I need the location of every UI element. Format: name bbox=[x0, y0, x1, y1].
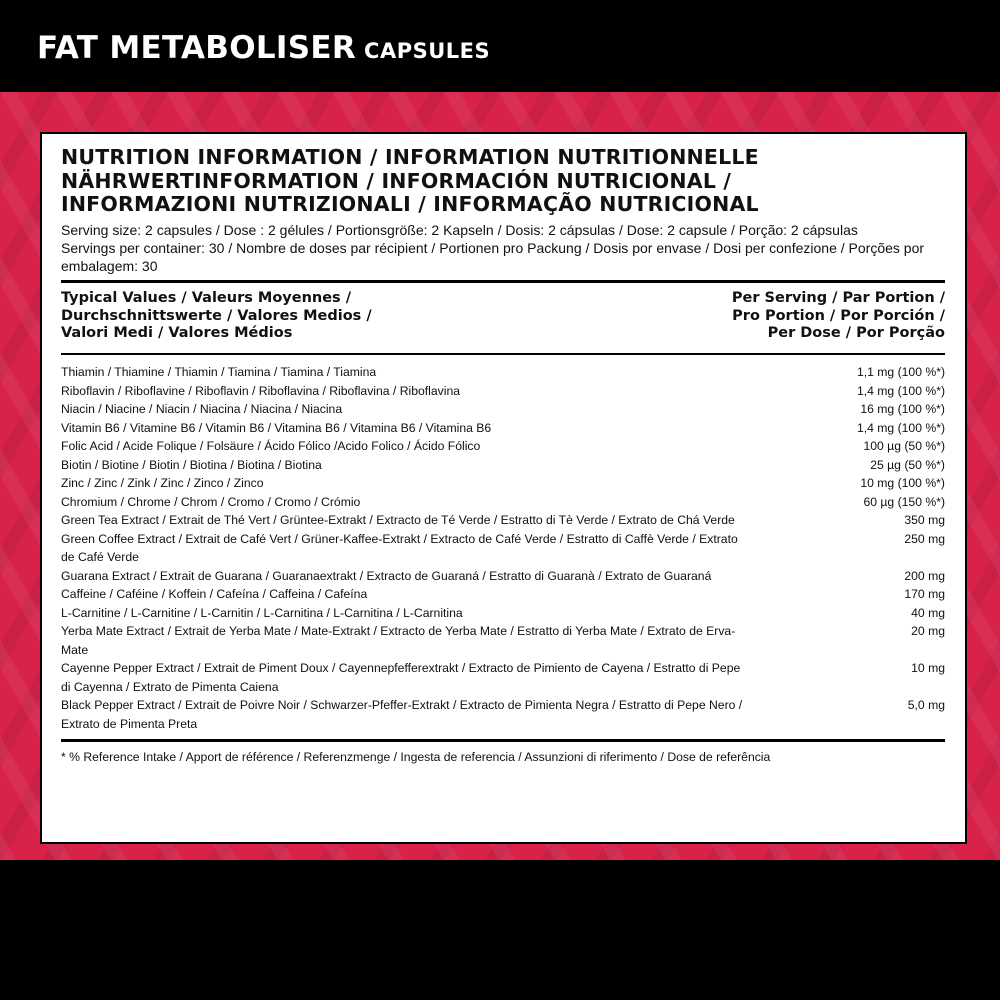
nutrient-name: Green Coffee Extract / Extrait de Café Vert / Grüner-Kaffee-Extrakt / Extracto de Café Verde / Estratto di Caffè Verde / Extrato de Café Verde bbox=[61, 531, 738, 565]
product-name: FAT METABOLISER bbox=[37, 30, 357, 66]
table-row bbox=[61, 456, 945, 475]
table-row bbox=[61, 622, 945, 659]
nutrient-name: Niacin / Niacine / Niacin / Niacina / Niacina / Niacina bbox=[61, 402, 343, 417]
nutrient-name: L-Carnitine / L-Carnitine / L-Carnitin / L-Carnitina / L-Carnitina / L-Carnitina bbox=[61, 605, 463, 620]
table-row bbox=[61, 659, 945, 696]
table-row bbox=[61, 511, 945, 530]
nutrient-name: Black Pepper Extract / Extrait de Poivre Noir / Schwarzer-Pfeffer-Extrakt / Extracto de Pimienta Negra / Estratto di Pepe Nero / Extrato de Pimenta Preta bbox=[61, 698, 743, 731]
nutrient-name: Chromium / Chrome / Chrom / Cromo / Cromo / Crómio bbox=[61, 494, 361, 509]
heading-line: NÄHRWERTINFORMATION / INFORMACIÓN NUTRICIONAL / bbox=[61, 168, 732, 193]
table-row bbox=[61, 419, 945, 438]
nutrient-name: Thiamin / Thiamine / Thiamin / Tiamina / Tiamina / Tiamina bbox=[61, 365, 377, 380]
table-row bbox=[61, 585, 945, 604]
nutrient-name: Guarana Extract / Extrait de Guarana / Guaranaextrakt / Extracto de Guaraná / Estratto di Guaranà / Extrato de Guaraná bbox=[61, 568, 712, 583]
table-row bbox=[61, 474, 945, 493]
nutrition-heading bbox=[61, 146, 945, 217]
table-row bbox=[61, 493, 945, 512]
nutrient-amount: 1,4 mg (100 %*) bbox=[856, 420, 945, 435]
serving-size: Serving size: 2 capsules / Dose : 2 gélules / Portionsgröße: 2 Kapseln / Dosis: 2 cápsulas / Dose: 2 capsule / Porção: 2 cápsulas bbox=[61, 221, 858, 238]
product-title bbox=[37, 30, 490, 66]
nutrient-name: Folic Acid / Acide Folique / Folsäure / Ácido Fólico /Acido Folico / Ácido Fólico bbox=[61, 439, 481, 454]
table-row bbox=[61, 363, 945, 382]
nutrient-name: Cayenne Pepper Extract / Extrait de Piment Doux / Cayennepfefferextrakt / Extracto de Pimiento de Cayena / Estratto di Pepe di Cayenna / Extrato de Pimenta Caiena bbox=[61, 661, 741, 694]
nutrient-name: Riboflavin / Riboflavine / Riboflavin / Riboflavina / Riboflavina / Riboflavina bbox=[61, 383, 461, 398]
nutrient-amount: 250 mg bbox=[904, 531, 945, 546]
nutrient-rows bbox=[61, 355, 945, 733]
nutrient-name: Caffeine / Caféine / Koffein / Cafeína / Caffeina / Cafeína bbox=[61, 587, 368, 602]
nutrient-name: Yerba Mate Extract / Extrait de Yerba Mate / Mate-Extrakt / Extracto de Yerba Mate / Estratto di Yerba Mate / Extrato de Erva-Mate bbox=[61, 624, 736, 657]
nutrient-amount: 10 mg (100 %*) bbox=[860, 476, 945, 491]
servings-per-container: Servings per container: 30 / Nombre de doses par récipient / Portionen pro Packung / Dosis por envase / Dosi per confezione / Porções por embalagem: 30 bbox=[61, 239, 925, 275]
table-row bbox=[61, 567, 945, 586]
heading-line: INFORMAZIONI NUTRIZIONALI / INFORMAÇÃO NUTRICIONAL bbox=[61, 192, 759, 216]
divider bbox=[61, 739, 945, 742]
product-form: CAPSULES bbox=[364, 39, 491, 63]
nutrient-amount: 25 µg (50 %*) bbox=[870, 457, 945, 472]
nutrient-amount: 60 µg (150 %*) bbox=[863, 494, 945, 509]
nutrition-panel bbox=[40, 132, 967, 844]
top-banner bbox=[0, 0, 1000, 92]
table-row bbox=[61, 382, 945, 401]
table-row bbox=[61, 437, 945, 456]
nutrient-amount: 20 mg bbox=[911, 624, 945, 639]
table-row bbox=[61, 696, 945, 733]
nutrient-amount: 1,1 mg (100 %*) bbox=[856, 365, 945, 380]
nutrient-amount: 1,4 mg (100 %*) bbox=[856, 383, 945, 398]
nutrient-name: Zinc / Zinc / Zink / Zinc / Zinco / Zinco bbox=[61, 476, 264, 491]
bottom-banner bbox=[0, 860, 1000, 1000]
typical-values-header: Typical Values / Valeurs Moyennes / Durchschnittswerte / Valores Medios / Valori Medi / Valores Médios bbox=[61, 290, 372, 342]
table-header bbox=[61, 283, 945, 347]
nutrient-amount: 5,0 mg bbox=[907, 698, 945, 713]
serving-info bbox=[61, 221, 945, 276]
nutrient-name: Green Tea Extract / Extrait de Thé Vert / Grüntee-Extrakt / Extracto de Té Verde / Estratto di Tè Verde / Extrato de Chá Verde bbox=[61, 513, 735, 528]
per-serving-header: Per Serving / Par Portion / Pro Portion / Por Porción / Per Dose / Por Porção bbox=[731, 290, 945, 342]
nutrient-amount: 10 mg bbox=[911, 661, 945, 676]
table-row bbox=[61, 400, 945, 419]
heading-line: NUTRITION INFORMATION / INFORMATION NUTRITIONNELLE bbox=[61, 145, 759, 169]
nutrient-amount: 350 mg bbox=[904, 513, 945, 528]
nutrient-amount: 170 mg bbox=[904, 587, 945, 602]
nutrient-amount: 16 mg (100 %*) bbox=[860, 402, 945, 417]
nutrient-amount: 40 mg bbox=[911, 605, 945, 620]
nutrient-name: Biotin / Biotine / Biotin / Biotina / Biotina / Biotina bbox=[61, 457, 322, 472]
table-row bbox=[61, 530, 945, 567]
nutrient-amount: 100 µg (50 %*) bbox=[863, 439, 945, 454]
reference-intake-footnote: * % Reference Intake / Apport de référence / Referenzmenge / Ingesta de referencia / Assunzioni di riferimento / Dose de referência bbox=[61, 750, 771, 765]
table-row bbox=[61, 604, 945, 623]
nutrient-amount: 200 mg bbox=[904, 568, 945, 583]
nutrient-name: Vitamin B6 / Vitamine B6 / Vitamin B6 / Vitamina B6 / Vitamina B6 / Vitamina B6 bbox=[61, 420, 492, 435]
